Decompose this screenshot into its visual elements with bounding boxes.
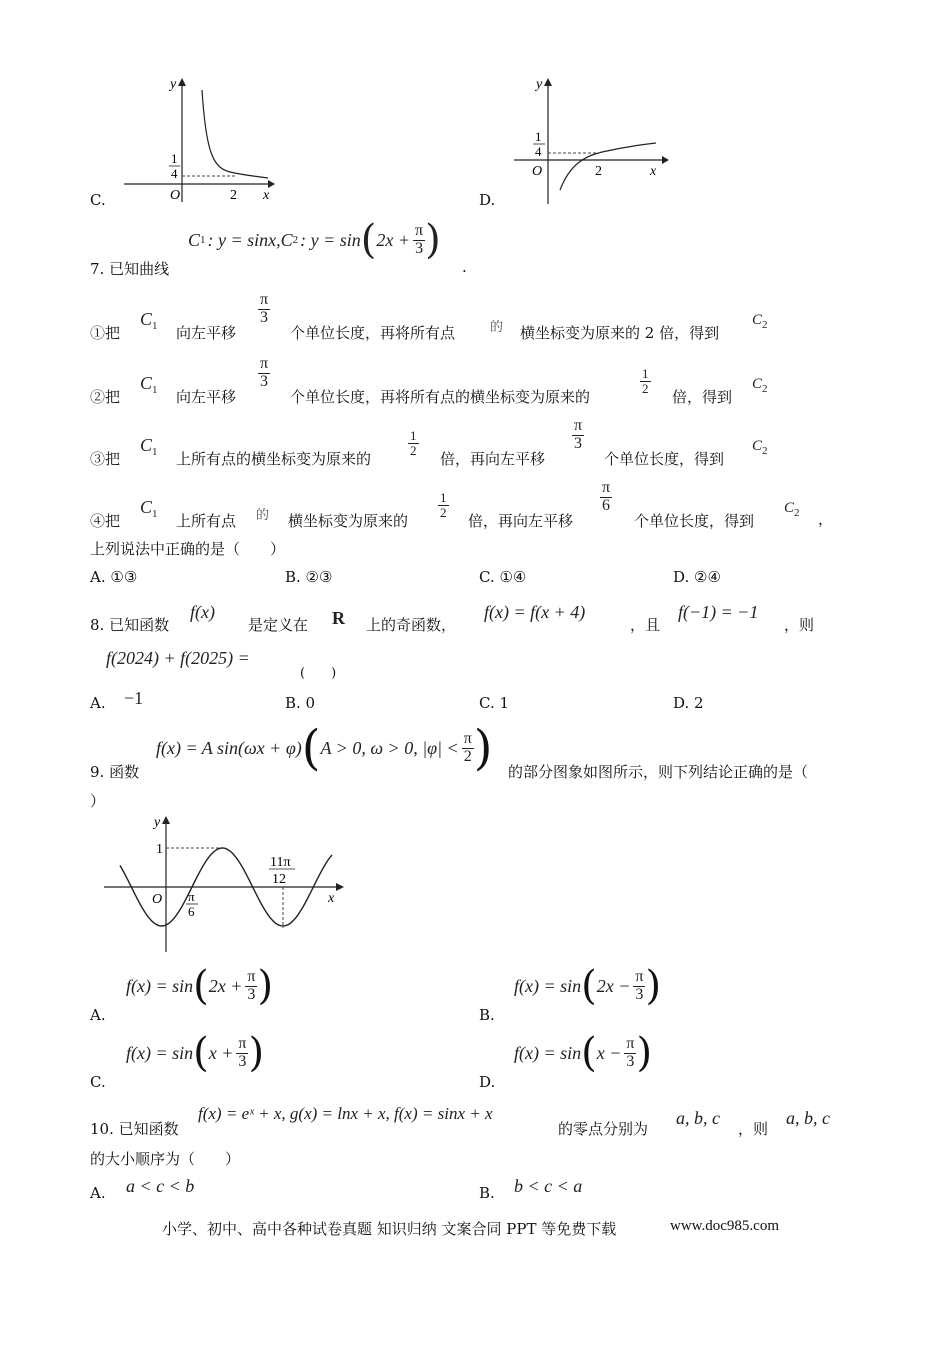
origin-label: O [532, 164, 543, 179]
q7-s4-b: 上所有点 [176, 512, 237, 530]
q10-eqs: f(x) = eˣ + x, g(x) = lnx + x, f(x) = sinx + x [198, 1104, 493, 1123]
q9-stem: 9. 函数 [90, 763, 140, 781]
footer-right[interactable]: www.doc985.com [670, 1218, 780, 1234]
q7-s4-comma: ， [818, 510, 834, 528]
q10-zeros: 的零点分别为 [558, 1120, 649, 1138]
q7-option-a[interactable]: A. ①③ [90, 568, 138, 586]
q7-s3-half: 1 2 [410, 428, 417, 458]
x-label: x [263, 188, 270, 203]
q6-option-d-label: D. [479, 191, 496, 209]
q7-s3-a: ③把 [90, 450, 121, 468]
y-arrow [178, 78, 186, 86]
q10-option-a-expr: a < c < b [126, 1176, 195, 1196]
quarter-num: 1 [171, 151, 178, 166]
q8-eq2: f(−1) = −1 [678, 602, 759, 622]
q8-R: R [332, 608, 345, 628]
pi6-den: 6 [188, 904, 195, 919]
curve [202, 90, 268, 178]
q10-then: ，则 [738, 1120, 769, 1138]
q8-eq3: f(2024) + f(2025) = [106, 648, 250, 668]
q7-s3-c2: $C_2$ [752, 438, 768, 457]
graph-option-d [510, 72, 670, 207]
q7-s4-e: 个单位长度，得到 [634, 512, 755, 530]
graph-option-c [118, 72, 278, 207]
q7-s4-a: ④把 [90, 512, 121, 530]
pi6-num: π [188, 889, 195, 904]
q8-option-d[interactable]: D. 2 [673, 694, 704, 712]
pi11-num: 11π [270, 855, 291, 870]
q10-option-a-label[interactable]: A. [90, 1184, 106, 1202]
y-label: y [536, 77, 543, 92]
q8-eq1: f(x) = f(x + 4) [484, 602, 586, 622]
footer-left: 小学、初中、高中各种试卷真题 知识归纳 文案合同 PPT 等免费下载 [162, 1220, 617, 1238]
q9-option-d-formula: f(x) = sin ( x − $\frac{\pi}{3}$ ) [514, 1030, 653, 1076]
q9-option-c-label[interactable]: C. [90, 1073, 106, 1091]
q9-option-a-label[interactable]: A. [90, 1006, 106, 1024]
y-label: y [170, 77, 177, 92]
q9-option-c-formula: f(x) = sin ( x + $\frac{\pi}{3}$ ) [126, 1030, 265, 1076]
q7-s1-a: ①把 [90, 324, 121, 342]
y-arrow [162, 816, 170, 824]
origin-label: O [170, 188, 181, 203]
q8-odd: 上的奇函数， [366, 616, 457, 634]
q7-s4-c1: $C_1$ [140, 497, 158, 520]
q7-s2-b: 向左平移 [176, 388, 237, 406]
q8-defined: 是定义在 [248, 616, 309, 634]
q10-option-b-label[interactable]: B. [479, 1184, 495, 1202]
q8-fx: f(x) [190, 602, 215, 622]
x-label: x [650, 164, 657, 179]
q7-s1-c1: $C_1$ [140, 309, 158, 332]
q7-option-b[interactable]: B. ②③ [285, 568, 333, 586]
q7-s2-c1: $C_1$ [140, 373, 158, 396]
q7-s1-frac: π 3 [260, 291, 269, 326]
q9-option-b-formula: f(x) = sin ( 2x − $\frac{\pi}{3}$ ) [514, 963, 662, 1009]
q8-and: ，且 [630, 616, 661, 634]
q7-s2-a: ②把 [90, 388, 121, 406]
q7-s1-b: 向左平移 [176, 324, 237, 342]
two-label: 2 [230, 188, 237, 203]
q7-s3-frac: π 3 [574, 417, 583, 452]
quarter-num: 1 [535, 129, 542, 144]
q7-s3-c1: $C_1$ [140, 435, 158, 458]
q8-stem: 8. 已知函数 [90, 616, 170, 634]
one-label: 1 [156, 842, 163, 857]
q10-stem: 10. 已知函数 [90, 1120, 179, 1138]
q10-abc2: a, b, c [786, 1108, 830, 1128]
q9-option-b-label[interactable]: B. [479, 1006, 495, 1024]
q7-s4-de: 的 [256, 508, 270, 523]
q9-tail2: ） [90, 792, 106, 810]
q7-s1-c: 个单位长度，再将所有点 [290, 324, 456, 342]
q7-s1-d: 横坐标变为原来的 2 倍，得到 [520, 324, 720, 342]
q8-option-c[interactable]: C. 1 [479, 694, 510, 712]
q10-order: 的大小顺序为（ ） [90, 1150, 241, 1168]
q7-s1-de: 的 [490, 320, 504, 335]
q9-option-a-formula: f(x) = sin ( 2x + $\frac{\pi}{3}$ ) [126, 963, 274, 1009]
q9-tail: 的部分图象如图所示，则下列结论正确的是（ [508, 763, 809, 781]
q8-blank: ( ) [300, 666, 337, 681]
q7-s2-frac: π 3 [260, 355, 269, 390]
q7-s2-c2: $C_2$ [752, 376, 768, 395]
q10-abc: a, b, c [676, 1108, 720, 1128]
q7-s3-b: 上所有点的横坐标变为原来的 [176, 450, 372, 468]
q7-stem: 7. 已知曲线 [90, 260, 170, 278]
q6-option-c-label: C. [90, 191, 106, 209]
q7-s3-d: 个单位长度，得到 [604, 450, 725, 468]
q7-option-d[interactable]: D. ②④ [673, 568, 721, 586]
q7-s2-half: 1 2 [642, 366, 649, 396]
x-label: x [328, 891, 335, 906]
q7-s4-half: 1 2 [440, 490, 447, 520]
two-label: 2 [595, 164, 602, 179]
q7-option-c[interactable]: C. ①④ [479, 568, 527, 586]
y-label: y [154, 815, 161, 830]
q7-s2-d: 倍，得到 [672, 388, 733, 406]
q7-s4-c: 横坐标变为原来的 [288, 512, 409, 530]
quarter-den: 4 [535, 144, 542, 159]
q7-s1-c2: $C_2$ [752, 312, 768, 331]
q10-option-b-expr: b < c < a [514, 1176, 583, 1196]
q7-s4-d: 倍，再向左平移 [468, 512, 574, 530]
q7-s2-c: 个单位长度，再将所有点的横坐标变为原来的 [290, 388, 591, 406]
q7-s4-frac: π 6 [602, 479, 611, 514]
q9-sine-graph [100, 812, 350, 957]
y-arrow [544, 78, 552, 86]
x-arrow [662, 156, 669, 164]
q9-option-d-label[interactable]: D. [479, 1073, 496, 1091]
pi11-den: 12 [272, 872, 286, 887]
q7-s4-c2: $C_2$ [784, 500, 800, 519]
q7-period: . [462, 258, 467, 276]
q9-formula: f(x) = A sin(ωx + φ) ( A > 0, ω > 0, |φ| < $\frac{\pi}{2}$ ) [156, 720, 493, 776]
origin-label: O [152, 892, 163, 907]
q8-then: ，则 [784, 616, 815, 634]
q8-option-a-value: −1 [124, 688, 144, 708]
q8-option-b[interactable]: B. 0 [285, 694, 316, 712]
q7-curves-formula: C 1 : y = sinx, C 2 : y = sin ( 2x + $\frac{\pi}{3}$ ) [188, 217, 441, 263]
q7-s3-c: 倍，再向左平移 [440, 450, 546, 468]
x-arrow [336, 883, 344, 891]
curve [560, 143, 656, 190]
quarter-den: 4 [171, 166, 178, 181]
q7-ask: 上列说法中正确的是（ ） [90, 540, 286, 558]
q8-option-a[interactable]: A. [90, 694, 106, 712]
x-arrow [268, 180, 275, 188]
